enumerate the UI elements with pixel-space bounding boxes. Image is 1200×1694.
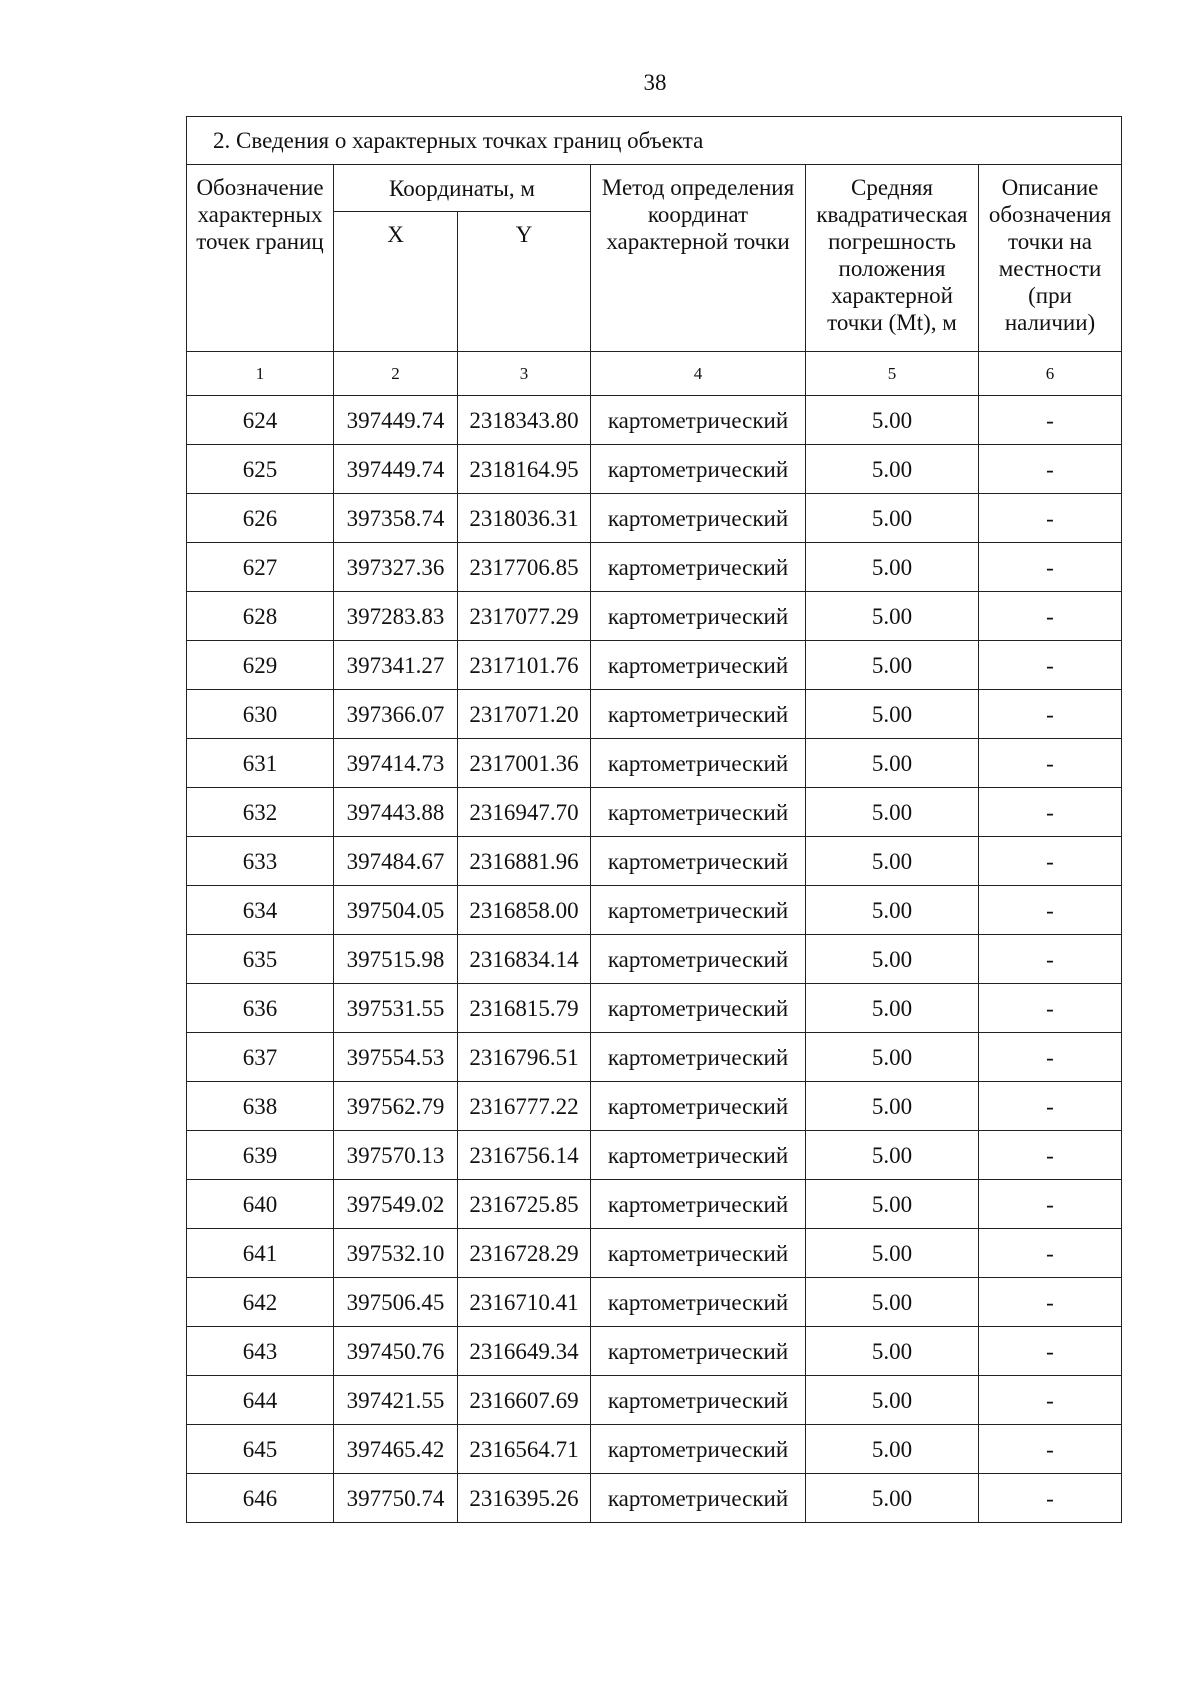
column-number: 5 xyxy=(806,352,979,396)
column-number: 1 xyxy=(187,352,334,396)
cell-method: картометрический xyxy=(591,1180,806,1229)
table-row xyxy=(187,1180,1122,1229)
section-title: 2. Сведения о характерных точках границ объекта xyxy=(187,117,1122,165)
cell-y: 2316881.96 xyxy=(458,837,591,886)
cell-error: 5.00 xyxy=(806,1425,979,1474)
cell-y: 2317101.76 xyxy=(458,641,591,690)
table-row xyxy=(187,984,1122,1033)
table-row xyxy=(187,1425,1122,1474)
cell-method: картометрический xyxy=(591,592,806,641)
cell-x: 397504.05 xyxy=(334,886,458,935)
cell-description: - xyxy=(979,1278,1122,1327)
cell-x: 397570.13 xyxy=(334,1131,458,1180)
header-x: X xyxy=(334,212,458,352)
cell-description: - xyxy=(979,1180,1122,1229)
cell-error: 5.00 xyxy=(806,1131,979,1180)
table-row xyxy=(187,1474,1122,1523)
cell-x: 397450.76 xyxy=(334,1327,458,1376)
cell-description: - xyxy=(979,1327,1122,1376)
cell-point: 627 xyxy=(187,543,334,592)
cell-y: 2317001.36 xyxy=(458,739,591,788)
cell-x: 397449.74 xyxy=(334,396,458,445)
cell-method: картометрический xyxy=(591,494,806,543)
cell-description: - xyxy=(979,1376,1122,1425)
table-row xyxy=(187,1131,1122,1180)
cell-method: картометрический xyxy=(591,886,806,935)
cell-method: картометрический xyxy=(591,1474,806,1523)
cell-point: 631 xyxy=(187,739,334,788)
cell-x: 397549.02 xyxy=(334,1180,458,1229)
cell-error: 5.00 xyxy=(806,1327,979,1376)
table-row xyxy=(187,543,1122,592)
cell-x: 397449.74 xyxy=(334,445,458,494)
cell-description: - xyxy=(979,1425,1122,1474)
cell-method: картометрический xyxy=(591,837,806,886)
cell-error: 5.00 xyxy=(806,1180,979,1229)
cell-x: 397506.45 xyxy=(334,1278,458,1327)
cell-x: 397532.10 xyxy=(334,1229,458,1278)
cell-error: 5.00 xyxy=(806,886,979,935)
cell-y: 2317071.20 xyxy=(458,690,591,739)
cell-point: 641 xyxy=(187,1229,334,1278)
cell-x: 397341.27 xyxy=(334,641,458,690)
cell-description: - xyxy=(979,396,1122,445)
cell-y: 2316796.51 xyxy=(458,1033,591,1082)
cell-error: 5.00 xyxy=(806,1082,979,1131)
cell-method: картометрический xyxy=(591,1131,806,1180)
cell-point: 634 xyxy=(187,886,334,935)
column-number: 3 xyxy=(458,352,591,396)
cell-y: 2316858.00 xyxy=(458,886,591,935)
cell-y: 2316777.22 xyxy=(458,1082,591,1131)
cell-error: 5.00 xyxy=(806,543,979,592)
table-row xyxy=(187,935,1122,984)
cell-description: - xyxy=(979,445,1122,494)
cell-description: - xyxy=(979,935,1122,984)
cell-error: 5.00 xyxy=(806,1376,979,1425)
cell-point: 640 xyxy=(187,1180,334,1229)
cell-description: - xyxy=(979,592,1122,641)
cell-description: - xyxy=(979,1229,1122,1278)
cell-method: картометрический xyxy=(591,1376,806,1425)
cell-x: 397531.55 xyxy=(334,984,458,1033)
cell-description: - xyxy=(979,543,1122,592)
cell-point: 628 xyxy=(187,592,334,641)
cell-point: 636 xyxy=(187,984,334,1033)
column-number: 2 xyxy=(334,352,458,396)
cell-description: - xyxy=(979,1082,1122,1131)
cell-y: 2316564.71 xyxy=(458,1425,591,1474)
cell-description: - xyxy=(979,690,1122,739)
table-row xyxy=(187,886,1122,935)
cell-x: 397283.83 xyxy=(334,592,458,641)
cell-point: 625 xyxy=(187,445,334,494)
cell-point: 626 xyxy=(187,494,334,543)
cell-error: 5.00 xyxy=(806,494,979,543)
table-row xyxy=(187,1327,1122,1376)
cell-y: 2317706.85 xyxy=(458,543,591,592)
cell-x: 397366.07 xyxy=(334,690,458,739)
table-row xyxy=(187,1229,1122,1278)
table-row xyxy=(187,1082,1122,1131)
cell-point: 642 xyxy=(187,1278,334,1327)
cell-y: 2316710.41 xyxy=(458,1278,591,1327)
cell-y: 2316395.26 xyxy=(458,1474,591,1523)
cell-method: картометрический xyxy=(591,739,806,788)
cell-error: 5.00 xyxy=(806,1033,979,1082)
cell-method: картометрический xyxy=(591,1425,806,1474)
table-row xyxy=(187,1278,1122,1327)
cell-point: 632 xyxy=(187,788,334,837)
cell-point: 644 xyxy=(187,1376,334,1425)
cell-description: - xyxy=(979,641,1122,690)
cell-method: картометрический xyxy=(591,1082,806,1131)
cell-method: картометрический xyxy=(591,1278,806,1327)
cell-x: 397484.67 xyxy=(334,837,458,886)
cell-y: 2318343.80 xyxy=(458,396,591,445)
cell-error: 5.00 xyxy=(806,1229,979,1278)
cell-y: 2316947.70 xyxy=(458,788,591,837)
cell-point: 624 xyxy=(187,396,334,445)
cell-x: 397414.73 xyxy=(334,739,458,788)
cell-x: 397421.55 xyxy=(334,1376,458,1425)
cell-point: 637 xyxy=(187,1033,334,1082)
table-row xyxy=(187,494,1122,543)
cell-error: 5.00 xyxy=(806,1278,979,1327)
cell-description: - xyxy=(979,984,1122,1033)
cell-description: - xyxy=(979,837,1122,886)
cell-method: картометрический xyxy=(591,1229,806,1278)
cell-point: 643 xyxy=(187,1327,334,1376)
table-row xyxy=(187,592,1122,641)
table-row xyxy=(187,396,1122,445)
cell-error: 5.00 xyxy=(806,396,979,445)
cell-y: 2318036.31 xyxy=(458,494,591,543)
cell-method: картометрический xyxy=(591,1327,806,1376)
cell-description: - xyxy=(979,1131,1122,1180)
cell-x: 397465.42 xyxy=(334,1425,458,1474)
cell-point: 639 xyxy=(187,1131,334,1180)
header-description: Описание обозначения точки на местности (при наличии) xyxy=(979,165,1122,352)
cell-error: 5.00 xyxy=(806,592,979,641)
cell-x: 397750.74 xyxy=(334,1474,458,1523)
cell-x: 397554.53 xyxy=(334,1033,458,1082)
header-method: Метод определения координат характерной точки xyxy=(591,165,806,352)
table-row xyxy=(187,641,1122,690)
cell-method: картометрический xyxy=(591,396,806,445)
table-row xyxy=(187,739,1122,788)
cell-description: - xyxy=(979,1474,1122,1523)
cell-y: 2318164.95 xyxy=(458,445,591,494)
cell-y: 2316815.79 xyxy=(458,984,591,1033)
cell-y: 2316607.69 xyxy=(458,1376,591,1425)
boundary-points-table xyxy=(186,116,1122,1523)
cell-x: 397515.98 xyxy=(334,935,458,984)
cell-point: 633 xyxy=(187,837,334,886)
cell-y: 2316649.34 xyxy=(458,1327,591,1376)
cell-point: 630 xyxy=(187,690,334,739)
header-coordinates: Координаты, м xyxy=(334,165,591,212)
cell-x: 397443.88 xyxy=(334,788,458,837)
table-row xyxy=(187,1033,1122,1082)
table-row xyxy=(187,445,1122,494)
cell-error: 5.00 xyxy=(806,1474,979,1523)
cell-error: 5.00 xyxy=(806,445,979,494)
cell-description: - xyxy=(979,494,1122,543)
cell-method: картометрический xyxy=(591,445,806,494)
column-number: 6 xyxy=(979,352,1122,396)
cell-y: 2316834.14 xyxy=(458,935,591,984)
cell-error: 5.00 xyxy=(806,641,979,690)
column-number: 4 xyxy=(591,352,806,396)
cell-method: картометрический xyxy=(591,543,806,592)
table-row xyxy=(187,788,1122,837)
cell-method: картометрический xyxy=(591,690,806,739)
cell-method: картометрический xyxy=(591,935,806,984)
header-designation: Обозначение характерных точек границ xyxy=(187,165,334,352)
header-error: Средняя квадратическая погрешность положения характерной точки (Mt), м xyxy=(806,165,979,352)
cell-y: 2317077.29 xyxy=(458,592,591,641)
cell-point: 646 xyxy=(187,1474,334,1523)
cell-error: 5.00 xyxy=(806,837,979,886)
cell-description: - xyxy=(979,739,1122,788)
cell-error: 5.00 xyxy=(806,984,979,1033)
cell-x: 397562.79 xyxy=(334,1082,458,1131)
page-number: 38 xyxy=(643,70,667,95)
cell-y: 2316725.85 xyxy=(458,1180,591,1229)
cell-y: 2316756.14 xyxy=(458,1131,591,1180)
header-row-top xyxy=(187,165,1122,212)
cell-method: картометрический xyxy=(591,641,806,690)
cell-method: картометрический xyxy=(591,984,806,1033)
cell-error: 5.00 xyxy=(806,690,979,739)
table-row xyxy=(187,837,1122,886)
cell-method: картометрический xyxy=(591,788,806,837)
cell-error: 5.00 xyxy=(806,935,979,984)
title-row xyxy=(187,117,1122,165)
cell-x: 397358.74 xyxy=(334,494,458,543)
cell-description: - xyxy=(979,1033,1122,1082)
cell-point: 629 xyxy=(187,641,334,690)
table-row xyxy=(187,690,1122,739)
cell-y: 2316728.29 xyxy=(458,1229,591,1278)
cell-point: 645 xyxy=(187,1425,334,1474)
table-row xyxy=(187,1376,1122,1425)
cell-description: - xyxy=(979,788,1122,837)
cell-error: 5.00 xyxy=(806,788,979,837)
column-number-row xyxy=(187,352,1122,396)
table-body xyxy=(187,117,1122,1523)
cell-point: 635 xyxy=(187,935,334,984)
header-y: Y xyxy=(458,212,591,352)
cell-method: картометрический xyxy=(591,1033,806,1082)
cell-x: 397327.36 xyxy=(334,543,458,592)
cell-error: 5.00 xyxy=(806,739,979,788)
cell-point: 638 xyxy=(187,1082,334,1131)
cell-description: - xyxy=(979,886,1122,935)
